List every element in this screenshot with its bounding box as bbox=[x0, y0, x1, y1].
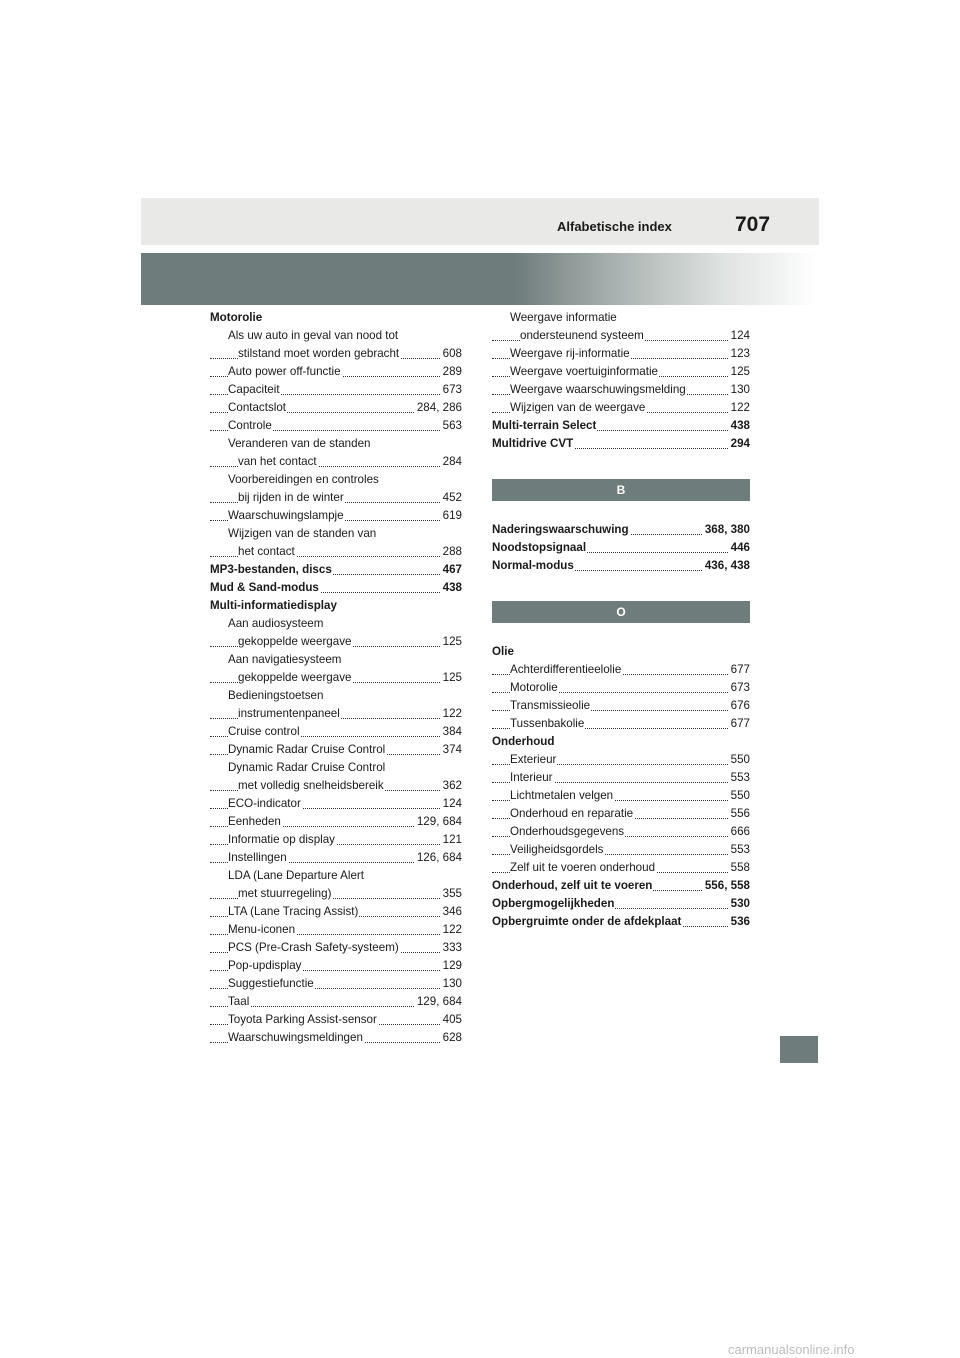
index-entry bbox=[210, 399, 462, 417]
index-entry bbox=[210, 939, 462, 957]
index-term: Voorbereidingen en controles bbox=[228, 473, 379, 486]
index-term: met volledig snelheidsbereik bbox=[238, 779, 384, 792]
index-entry bbox=[210, 507, 462, 525]
index-term: Multi-terrain Select bbox=[492, 419, 597, 432]
index-entry bbox=[210, 417, 462, 435]
index-entry bbox=[210, 741, 462, 759]
index-term: ondersteunend systeem bbox=[520, 329, 644, 342]
index-term: Eenheden bbox=[228, 815, 281, 828]
index-term: van het contact bbox=[238, 455, 317, 468]
index-term: Noodstopsignaal bbox=[492, 541, 587, 554]
index-page-ref: 563 bbox=[441, 417, 462, 435]
index-page-ref: 129, 684 bbox=[415, 993, 462, 1011]
index-term: Motorolie bbox=[210, 311, 263, 324]
index-page-ref: 130 bbox=[441, 975, 462, 993]
index-term: Aan navigatiesysteem bbox=[228, 653, 342, 666]
index-page-ref: 673 bbox=[729, 679, 750, 697]
index-entry bbox=[492, 399, 750, 417]
index-page-ref: 550 bbox=[729, 751, 750, 769]
index-term: met stuurregeling) bbox=[238, 887, 332, 900]
index-page-ref: 362 bbox=[441, 777, 462, 795]
index-entry bbox=[210, 525, 462, 543]
index-page-ref: 673 bbox=[441, 381, 462, 399]
index-entry bbox=[210, 885, 462, 903]
index-entry bbox=[492, 805, 750, 823]
index-term: Mud & Sand-modus bbox=[210, 581, 319, 594]
index-page-ref: 284, 286 bbox=[415, 399, 462, 417]
index-entry bbox=[492, 841, 750, 859]
index-entry bbox=[210, 1011, 462, 1029]
index-term: Weergave voertuiginformatie bbox=[510, 365, 659, 378]
index-entry bbox=[210, 1029, 462, 1047]
index-term: Achterdifferentieelolie bbox=[510, 663, 622, 676]
index-page-ref: 289 bbox=[441, 363, 462, 381]
index-page-ref: 122 bbox=[441, 705, 462, 723]
index-term: Exterieur bbox=[510, 753, 557, 766]
index-term: Normal-modus bbox=[492, 559, 574, 572]
index-term: Opbergmogelijkheden bbox=[492, 897, 615, 910]
index-term: Informatie op display bbox=[228, 833, 335, 846]
index-term: Weergave informatie bbox=[510, 311, 617, 324]
index-entry bbox=[492, 539, 750, 557]
index-entry bbox=[210, 993, 462, 1011]
index-entry bbox=[492, 733, 750, 751]
index-entry bbox=[492, 661, 750, 679]
index-term: MP3-bestanden, discs bbox=[210, 563, 332, 576]
index-term: Opbergruimte onder de afdekplaat bbox=[492, 915, 682, 928]
index-term: Wijzigen van de standen van bbox=[228, 527, 377, 540]
index-entry bbox=[492, 521, 750, 539]
index-page-ref: 123 bbox=[729, 345, 750, 363]
index-page-ref: 284 bbox=[441, 453, 462, 471]
index-entry bbox=[492, 381, 750, 399]
index-term: Pop-updisplay bbox=[228, 959, 302, 972]
index-entry bbox=[210, 813, 462, 831]
index-entry bbox=[210, 705, 462, 723]
index-term: Multidrive CVT bbox=[492, 437, 574, 450]
index-entry bbox=[210, 309, 462, 327]
index-page-ref: 438 bbox=[441, 579, 462, 597]
index-page-ref: 288 bbox=[441, 543, 462, 561]
index-term: Dynamic Radar Cruise Control bbox=[228, 743, 386, 756]
index-term: bij rijden in de winter bbox=[238, 491, 344, 504]
index-page-ref: 374 bbox=[441, 741, 462, 759]
decorative-gradient-band bbox=[141, 253, 819, 305]
index-term: Naderingswaarschuwing bbox=[492, 523, 629, 536]
index-page-ref: 124 bbox=[729, 327, 750, 345]
index-page-ref: 129 bbox=[441, 957, 462, 975]
index-term: Tussenbakolie bbox=[510, 717, 585, 730]
index-entry bbox=[210, 795, 462, 813]
index-page-ref: 436, 438 bbox=[703, 557, 750, 575]
index-entry bbox=[210, 579, 462, 597]
index-term: Veranderen van de standen bbox=[228, 437, 371, 450]
index-term: Zelf uit te voeren onderhoud bbox=[510, 861, 656, 874]
index-entry bbox=[492, 697, 750, 715]
index-entry bbox=[492, 877, 750, 895]
index-page-ref: 553 bbox=[729, 769, 750, 787]
index-entry bbox=[492, 913, 750, 931]
page-header-bar bbox=[141, 198, 819, 245]
index-term: Veiligheidsgordels bbox=[510, 843, 604, 856]
index-term: Onderhoud bbox=[492, 735, 555, 748]
index-term: gekoppelde weergave bbox=[238, 635, 352, 648]
index-page-ref: 125 bbox=[729, 363, 750, 381]
index-entry bbox=[492, 345, 750, 363]
index-term: Taal bbox=[228, 995, 250, 1008]
page-number: 707 bbox=[735, 213, 771, 236]
index-entry bbox=[210, 777, 462, 795]
index-term: Multi-informatiedisplay bbox=[210, 599, 337, 612]
index-page-ref: 452 bbox=[441, 489, 462, 507]
index-entry bbox=[492, 769, 750, 787]
index-page-ref: 294 bbox=[729, 435, 750, 453]
index-entry bbox=[210, 723, 462, 741]
index-term: Motorolie bbox=[510, 681, 558, 694]
index-entry bbox=[492, 557, 750, 575]
index-page-ref: 446 bbox=[729, 539, 750, 557]
index-page-ref: 125 bbox=[441, 669, 462, 687]
index-list-m-continued bbox=[492, 309, 750, 453]
index-term: ECO-indicator bbox=[228, 797, 301, 810]
chapter-side-tab bbox=[780, 1036, 818, 1063]
index-term: Capaciteit bbox=[228, 383, 280, 396]
index-page-ref: 122 bbox=[729, 399, 750, 417]
index-page-ref: 556, 558 bbox=[703, 877, 750, 895]
index-entry bbox=[492, 327, 750, 345]
index-entry bbox=[210, 615, 462, 633]
index-page-ref: 677 bbox=[729, 715, 750, 733]
index-page-ref: 129, 684 bbox=[415, 813, 462, 831]
index-term: Lichtmetalen velgen bbox=[510, 789, 614, 802]
index-term: Contactslot bbox=[228, 401, 286, 414]
letter-heading-n: B bbox=[492, 479, 750, 501]
index-page-ref: 368, 380 bbox=[703, 521, 750, 539]
index-entry bbox=[492, 417, 750, 435]
index-entry bbox=[210, 435, 462, 453]
index-term: Instellingen bbox=[228, 851, 287, 864]
index-term: Wijzigen van de weergave bbox=[510, 401, 646, 414]
index-entry bbox=[210, 957, 462, 975]
index-term: Als uw auto in geval van nood tot bbox=[228, 329, 399, 342]
index-page-ref: 530 bbox=[729, 895, 750, 913]
index-term: Transmissieolie bbox=[510, 699, 591, 712]
index-page-ref: 677 bbox=[729, 661, 750, 679]
index-column-left bbox=[210, 309, 462, 1047]
index-entry bbox=[492, 787, 750, 805]
index-term: Interieur bbox=[510, 771, 553, 784]
index-term: Suggestiefunctie bbox=[228, 977, 314, 990]
index-term: Toyota Parking Assist-sensor bbox=[228, 1013, 377, 1026]
index-page-ref: 608 bbox=[441, 345, 462, 363]
index-entry bbox=[210, 381, 462, 399]
index-term: Weergave rij-informatie bbox=[510, 347, 630, 360]
index-term: LTA (Lane Tracing Assist) bbox=[228, 905, 359, 918]
index-entry bbox=[210, 831, 462, 849]
index-entry bbox=[210, 975, 462, 993]
index-entry bbox=[210, 867, 462, 885]
index-page-ref: 666 bbox=[729, 823, 750, 841]
index-term: Olie bbox=[492, 645, 514, 658]
index-term: stilstand moet worden gebracht bbox=[238, 347, 400, 360]
index-term: Bedieningstoetsen bbox=[228, 689, 324, 702]
index-entry bbox=[492, 309, 750, 327]
index-entry bbox=[210, 921, 462, 939]
index-term: PCS (Pre-Crash Safety-systeem) bbox=[228, 941, 399, 954]
index-entry bbox=[492, 435, 750, 453]
index-page-ref: 130 bbox=[729, 381, 750, 399]
index-term: Weergave waarschuwingsmelding bbox=[510, 383, 686, 396]
index-entry bbox=[492, 715, 750, 733]
index-term: het contact bbox=[238, 545, 295, 558]
index-term: instrumentenpaneel bbox=[238, 707, 340, 720]
index-page-ref: 333 bbox=[441, 939, 462, 957]
index-entry bbox=[492, 643, 750, 661]
index-term: Controle bbox=[228, 419, 272, 432]
index-term: Waarschuwingsmeldingen bbox=[228, 1031, 363, 1044]
letter-heading-o: O bbox=[492, 601, 750, 623]
index-page-ref: 405 bbox=[441, 1011, 462, 1029]
index-page-ref: 122 bbox=[441, 921, 462, 939]
index-page-ref: 124 bbox=[441, 795, 462, 813]
index-entry bbox=[492, 751, 750, 769]
index-term: LDA (Lane Departure Alert bbox=[228, 869, 364, 882]
index-page-ref: 384 bbox=[441, 723, 462, 741]
index-entry bbox=[492, 679, 750, 697]
index-page-ref: 628 bbox=[441, 1029, 462, 1047]
index-entry bbox=[492, 823, 750, 841]
section-title: Alfabetische index bbox=[557, 219, 672, 234]
index-entry bbox=[210, 453, 462, 471]
index-page-ref: 558 bbox=[729, 859, 750, 877]
index-entry bbox=[210, 651, 462, 669]
index-term: Cruise control bbox=[228, 725, 300, 738]
index-term: Auto power off-functie bbox=[228, 365, 341, 378]
index-list-n bbox=[492, 521, 750, 575]
index-entry bbox=[210, 759, 462, 777]
index-page-ref: 125 bbox=[441, 633, 462, 651]
index-term: Menu-iconen bbox=[228, 923, 296, 936]
index-term: Dynamic Radar Cruise Control bbox=[228, 761, 386, 774]
index-page-ref: 467 bbox=[441, 561, 462, 579]
watermark: carmanualsonline.info bbox=[728, 1342, 855, 1357]
index-page-ref: 536 bbox=[729, 913, 750, 931]
index-entry bbox=[210, 561, 462, 579]
index-entry bbox=[210, 345, 462, 363]
index-entry bbox=[210, 597, 462, 615]
index-page-ref: 126, 684 bbox=[415, 849, 462, 867]
index-page-ref: 438 bbox=[729, 417, 750, 435]
index-term: gekoppelde weergave bbox=[238, 671, 352, 684]
index-page-ref: 355 bbox=[441, 885, 462, 903]
index-entry bbox=[210, 633, 462, 651]
index-entry bbox=[492, 859, 750, 877]
index-column-right bbox=[492, 309, 750, 931]
index-entry bbox=[210, 669, 462, 687]
index-entry bbox=[492, 895, 750, 913]
index-list-o bbox=[492, 643, 750, 931]
index-term: Onderhoud en reparatie bbox=[510, 807, 634, 820]
index-page-ref: 346 bbox=[441, 903, 462, 921]
index-term: Onderhoud, zelf uit te voeren bbox=[492, 879, 653, 892]
index-page-ref: 556 bbox=[729, 805, 750, 823]
index-entry bbox=[210, 489, 462, 507]
index-entry bbox=[210, 471, 462, 489]
index-page-ref: 553 bbox=[729, 841, 750, 859]
index-entry bbox=[210, 363, 462, 381]
index-page-ref: 121 bbox=[441, 831, 462, 849]
index-entry bbox=[210, 543, 462, 561]
index-entry bbox=[210, 687, 462, 705]
index-entry bbox=[210, 903, 462, 921]
index-entry bbox=[210, 327, 462, 345]
index-page-ref: 676 bbox=[729, 697, 750, 715]
index-page-ref: 619 bbox=[441, 507, 462, 525]
index-term: Aan audiosysteem bbox=[228, 617, 324, 630]
index-term: Onderhoudsgegevens bbox=[510, 825, 625, 838]
index-term: Waarschuwingslampje bbox=[228, 509, 344, 522]
index-entry bbox=[492, 363, 750, 381]
index-entry bbox=[210, 849, 462, 867]
index-page-ref: 550 bbox=[729, 787, 750, 805]
